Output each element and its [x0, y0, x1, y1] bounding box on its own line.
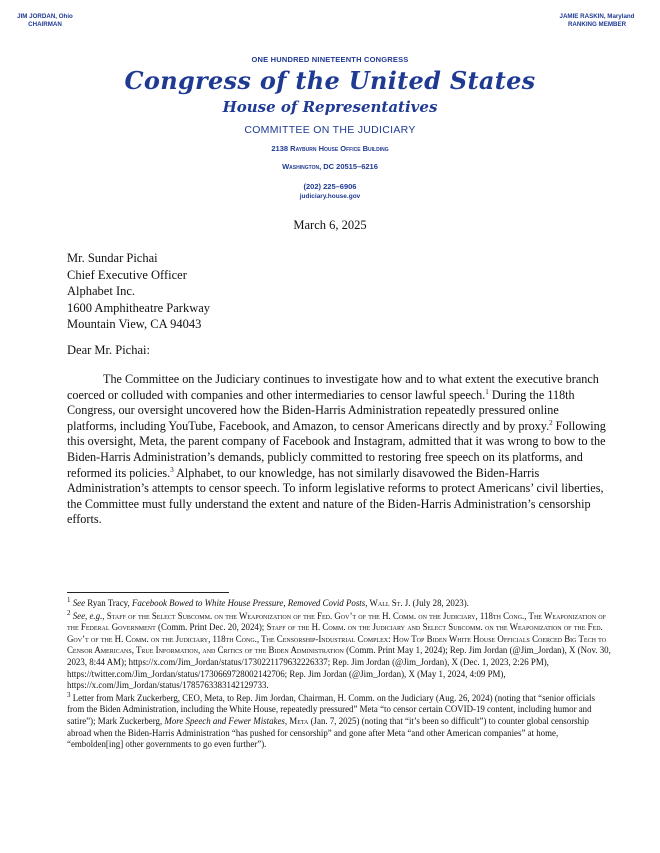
website-link[interactable]: judiciary.house.gov — [299, 193, 361, 200]
footnote-2-number: 2 — [67, 608, 71, 617]
footnote-1 — [67, 598, 612, 610]
footnote-ref-2[interactable]: 2 — [549, 418, 553, 427]
chairman-name: JIM JORDAN, Ohio — [17, 13, 73, 20]
recipient-name: Mr. Sundar Pichai — [67, 251, 158, 265]
footnote-2-report-1-date: (Comm. Print Dec. 20, 2024); — [155, 622, 267, 633]
footnote-ref-3[interactable]: 3 — [170, 465, 174, 474]
footnote-3-notes: (Jan. 7, 2025) (noting that “it’s been so difficult”) to counter global censorship abroad when the Biden-Harris Administration “has pushed for censorship” and gone after Meta “and other American companies” at home, “embolden[ing] other governments to go even further”). — [67, 715, 589, 750]
footnote-2 — [67, 608, 612, 692]
recipient-city: Mountain View, CA 94043 — [67, 317, 202, 332]
footnote-3-publication: , Meta — [284, 715, 309, 726]
letter-date: March 6, 2025 — [293, 218, 367, 232]
body-text-1: The Committee on the Judiciary continues to investigate how and to what extent the executive branch coerced or colluded with companies and other intermediaries to censor lawful speech. — [67, 372, 599, 402]
footnote-3 — [67, 690, 612, 751]
footnote-1-number: 1 — [67, 596, 71, 605]
footnote-3-letter: Letter from Mark Zuckerberg, CEO, Meta, to Rep. Jim Jordan, Chairman, H. Comm. on the Judiciary (Aug. 26, 2024) (noting that “senior officials from the Biden Administration, including the White House, repeatedly pressured” Meta “to censor certain COVID-19 content, including humor and satire”); Mark Zuckerberg, — [67, 692, 595, 726]
footnotes — [67, 598, 612, 752]
ranking-member-block — [552, 13, 642, 29]
footnote-1-title: Facebook Bowed to White House Pressure, Removed Covid Posts — [131, 598, 366, 608]
footnote-2-signal: See, e.g. — [72, 610, 103, 621]
house-title: House of Representatives — [222, 98, 438, 116]
body-text-3: Following this oversight, Meta, the parent company of Facebook and Instagram, admitted that it was wrong to bow to the Biden-Harris Administration’s demands, publicly committed to restoring free speech on its platforms, and reformed its policies. — [67, 418, 606, 480]
footnote-3-number: 3 — [67, 690, 71, 699]
chairman-block — [10, 13, 80, 29]
recipient-address — [67, 250, 210, 333]
ranking-member-title: RANKING MEMBER — [567, 21, 627, 28]
congress-number: ONE HUNDRED NINETEENTH CONGRESS — [251, 55, 409, 64]
footnote-2-report-1: , Staff of the Select Subcomm. on the Weaponization of the Fed. Gov’t of the H. Comm. on the Judiciary, 118th Cong., The Weaponization of the Federal Government — [67, 610, 606, 633]
footnote-3-title: More Speech and Fewer Mistakes — [164, 715, 285, 726]
body-text-2: During the 118th Congress, our oversight uncovered how the Biden-Harris Administration repeatedly pressured online platforms, including YouTube, Facebook, and Amazon, to censor Americans directly and by proxy. — [67, 387, 575, 433]
footnote-divider — [67, 592, 229, 593]
body-text-4: Alphabet, to our knowledge, has not similarly disavowed the Biden-Harris Administration’s attempts to censor speech. To inform legislative reforms to protect Americans’ civil liberties, the Committee must fully understand the extent and nature of the Biden-Harris Administration’s censorship efforts. — [67, 465, 604, 527]
recipient-company: Alphabet Inc. — [67, 284, 136, 299]
office-city: Washington, DC 20515–6216 — [282, 162, 378, 171]
recipient-title: Chief Executive Officer — [67, 267, 187, 282]
office-address: 2138 Rayburn House Office Building — [271, 144, 389, 153]
congress-title: Congress of the United States — [124, 66, 536, 95]
footnote-2-sources: (Comm. Print May 1, 2024); Rep. Jim Jordan (@Jim_Jordan), X (Nov. 30, 2023, 8:44 AM); https://x.com/Jim_Jordan/status/1730221179632226337; Rep. Jim Jordan (@Jim_Jordan), X (Dec. 1, 2023, 2:26 PM), https://twitter.com/Jim_Jordan/status/1730669728002142706; Rep. Jim Jordan (@Jim_Jordan), X (May 1, 2024, 4:09 PM), https://x.com/Jim_Jordan/status/1785763383142129733. — [67, 645, 611, 691]
recipient-street: 1600 Amphitheatre Parkway — [67, 300, 211, 315]
committee-name: COMMITTEE ON THE JUDICIARY — [244, 124, 416, 136]
footnote-1-date: (July 28, 2023). — [410, 598, 469, 608]
body-paragraph — [67, 372, 607, 528]
footnote-2-report-2: Staff of the H. Comm. on the Judiciary and Select Subcomm. on the Weaponization of the Fed. Gov’t of the H. Comm. on the Judiciary, 118th Cong., The Censorship-Industrial Complex: How Top Biden White House Officials Coerced Big Tech to Censor Americans, True Information, and Critics of the Biden Administration — [67, 622, 607, 656]
footnote-1-author: Ryan Tracy, — [85, 598, 132, 608]
ranking-member-name: JAMIE RASKIN, Maryland — [559, 13, 635, 20]
footnote-ref-1[interactable]: 1 — [485, 387, 489, 396]
footnote-1-signal: See — [72, 598, 86, 608]
salutation: Dear Mr. Pichai: — [67, 343, 150, 357]
office-phone: (202) 225–6906 — [303, 182, 357, 191]
chairman-title: CHAIRMAN — [28, 21, 62, 28]
footnote-1-publication: , Wall St. J. — [365, 598, 411, 608]
